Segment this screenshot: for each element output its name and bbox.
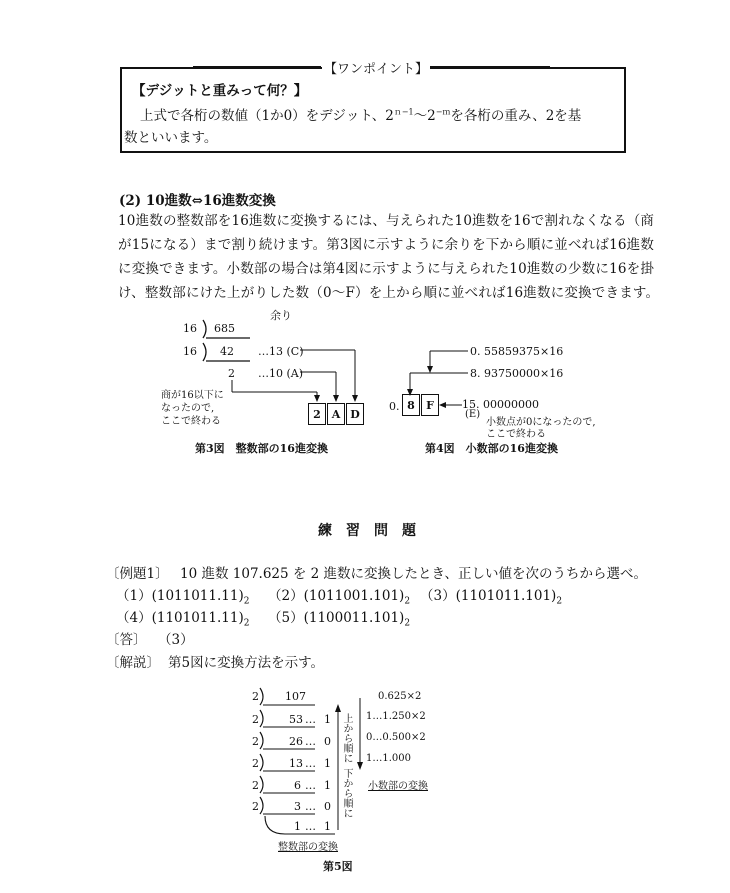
exercise-option-4-text: （4）(1101011.11) [116,610,244,626]
fig3-note3: ここで終わる [161,416,221,427]
fig5-value-4: 13 [289,757,303,770]
fig5-frac-row-3: 0…0.500×2 [366,732,426,743]
answer-value: （3） [158,632,194,648]
fig5-dots-2: … [305,735,316,748]
answer-label: 〔答〕 [106,632,147,648]
fig5-value-3: 26 [289,735,303,748]
fig3-quotient: 2 [228,367,235,380]
fig5-dots-3: … [305,757,316,770]
exercise-option-5-text: （5）(1100011.101) [268,610,405,626]
exercise-option-3-base: 2 [556,596,563,607]
fig5-caption: 第5図 [323,860,353,873]
exercise-title: 練 習 問 題 [318,523,416,539]
fig3-rem2: …10 (A) [258,367,304,380]
fig3-div1-dividend: 685 [214,322,235,335]
onepoint-text-c: を各桁の重み、2を基 [450,108,582,124]
fig4-row2: 8. 93750000×16 [470,367,564,380]
fig5-value-6: 3 [294,800,301,813]
exercise-option-2-base: 2 [404,596,411,607]
fig5-divisor-1: 2 [252,690,259,703]
fig3-div2-divisor: 16 [183,345,197,358]
fig5-int-caption: 整数部の変換 [278,842,338,853]
fig5-rem-1: 1 [324,713,331,726]
fig5-divisor-4: 2 [252,757,259,770]
fig5-rem-6: 1 [324,820,331,833]
fig5-frac-row-2: 1…1.250×2 [366,711,426,722]
fig4-prefix: 0. [389,400,400,413]
fig5-dots-6: … [305,820,316,833]
fig3-box-2: A [327,403,345,425]
onepoint-text-a: 上式で各桁の数値（1か0）をデジット、2 [140,108,394,124]
fig3-amari-label: 余り [270,309,292,322]
fig3-note1: 商が16以下に [161,390,224,401]
exercise-option-5-base: 2 [404,618,411,629]
fig4-note2: ここで終わる [486,429,546,440]
fig5-frac-row-4: 1…1.000 [366,753,411,764]
onepoint-sup1: ｎ−1 [393,107,414,117]
exercise-option-1-base: 2 [243,596,250,607]
section-line3: に変換できます。小数部の場合は第4図に示すように与えられた10進数の少数に16を掛 [118,261,655,277]
fig5-dots-1: … [305,713,316,726]
fig4-e-label: (E) [465,409,481,420]
fig3-div1-divisor: 16 [183,322,197,335]
fig3-caption: 第3図 整数部の16進変換 [195,442,328,455]
onepoint-title: 【ワンポイント】 [322,58,430,77]
onepoint-sup2: −ｍ [435,107,451,117]
fig5-frac-caption: 小数部の変換 [368,781,428,792]
exercise-option-2-text: （2）(1011001.101) [268,588,405,604]
exercise-option-4-base: 2 [243,618,250,629]
section-line2: が15になる）まで割り続けます。第3図に示すように余りを下から順に並べれば16進数 [118,237,655,253]
fig4-box-1: 8 [402,394,420,416]
fig5-rem-3: 1 [324,757,331,770]
onepoint-text-b: ～2 [413,108,436,124]
fig5-rem-5: 0 [324,800,331,813]
onepoint-heading: 【デジットと重みって何？】 [132,83,308,99]
fig5-value-2: 53 [289,713,303,726]
fig4-note1: 小数点が0になったので, [486,417,596,428]
fig5-down-label: 下から順に [341,768,352,818]
fig5-divisor-3: 2 [252,735,259,748]
fig3-note2: なったので, [161,403,215,414]
fig5-divisor-5: 2 [252,779,259,792]
fig3-box-3: D [346,403,364,425]
fig5-value-1: 107 [285,690,306,703]
explanation-text: 第5図に変換方法を示す。 [168,655,325,671]
fig5-rem-2: 0 [324,735,331,748]
fig5-dots-4: … [305,779,316,792]
fig3-box-1: 2 [308,403,326,425]
fig5-up-label: 上から順に [341,713,352,763]
fig5-rem-4: 1 [324,779,331,792]
fig3-div2-dividend: 42 [220,345,234,358]
fig3-rem1: …13 (C) [258,345,304,358]
fig5-dots-5: … [305,800,316,813]
explanation-label: 〔解説〕 [106,655,160,671]
exercise-option-1-text: （1）(1011011.11) [116,588,244,604]
fig4-row3: 15. 00000000 [462,398,539,411]
exercise-option-3-text: （3）(1101011.101) [420,588,557,604]
fig4-caption: 第4図 小数部の16進変換 [425,442,558,455]
exercise-question-text: 10 進数 107.625 を 2 進数に変換したとき、正しい値を次のうちから選べ。 [180,566,648,582]
section-line4: け、整数部にけた上がりした数（0～F）を上から順に並べれば16進数に変換できます。 [118,285,660,301]
fig4-box-2: F [421,394,439,416]
fig5-frac-row-1: 0.625×2 [378,691,422,702]
section-heading: (2) 10進数⇔16進数変換 [119,193,276,209]
onepoint-text-line2: 数といいます。 [124,130,218,146]
fig4-row1: 0. 55859375×16 [470,345,564,358]
section-line1: 10進数の整数部を16進数に変換するには、与えられた10進数を16で割れなくなる（商 [118,213,655,229]
fig5-value-7: 1 [294,820,301,833]
fig5-divisor-6: 2 [252,800,259,813]
fig5-divisor-2: 2 [252,713,259,726]
exercise-question-label: 〔例題1〕 [106,566,169,582]
fig5-value-5: 6 [294,779,301,792]
